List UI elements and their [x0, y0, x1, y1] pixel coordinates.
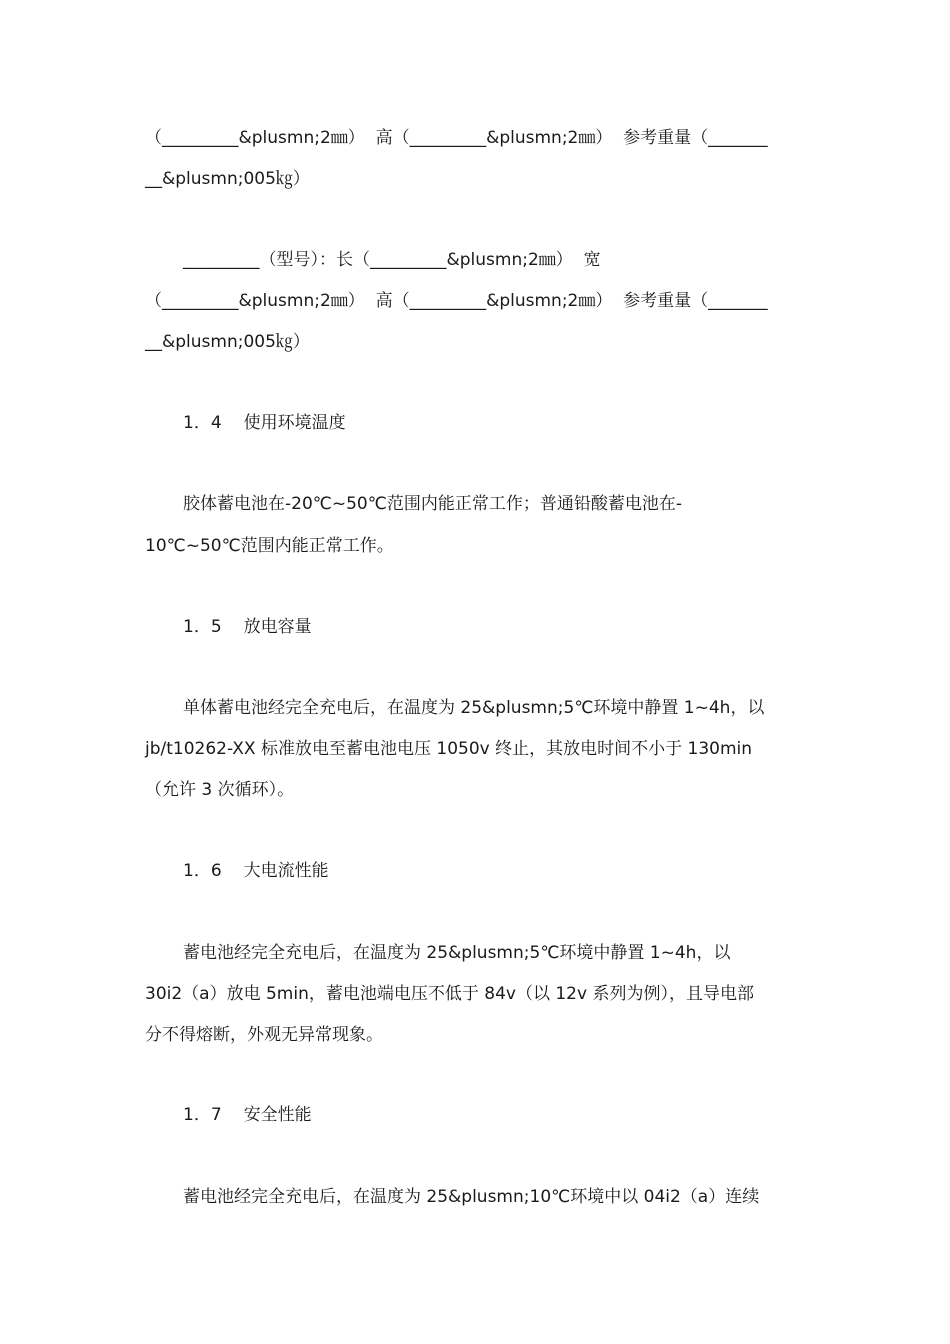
section-title: 放电容量: [243, 617, 312, 637]
paragraph-1-5-line-2: jb/t10262-XX 标准放电至蓄电池电压 1050v 终止，其放电时间不小于 130min: [145, 739, 753, 759]
paragraph-1-4-line-2: 10℃~50℃范围内能正常工作。: [145, 536, 394, 556]
paragraph-1-5-line-3: （允许 3 次循环）。: [145, 780, 295, 800]
paragraph-1-6-line-2: 30i2（a）放电 5min，蓄电池端电压不低于 84v（以 12v 系列为例），且导电部: [145, 984, 754, 1004]
section-number: 1．4: [183, 413, 222, 433]
dimension-a-line-1: （_________&plusmn;2㎜） 高（_________&plusmn;2㎜） 参考重量（_______: [145, 128, 768, 148]
section-heading-1-6: [183, 860, 329, 882]
paragraph-1-7-line-1: 蓄电池经完全充电后，在温度为 25&plusmn;10℃环境中以 04i2（a）连续: [183, 1187, 760, 1207]
dimension-b-line-2: （_________&plusmn;2㎜） 高（_________&plusmn;2㎜） 参考重量（_______: [145, 291, 768, 311]
paragraph-1-4-line-1: 胶体蓄电池在-20℃~50℃范围内能正常工作；普通铅酸蓄电池在-: [183, 494, 682, 514]
paragraph-1-6-line-1: 蓄电池经完全充电后，在温度为 25&plusmn;5℃环境中静置 1~4h，以: [183, 943, 731, 963]
dimension-b-line-1: _________（型号）：长（_________&plusmn;2㎜） 宽: [183, 250, 601, 270]
paragraph-1-5-line-1: 单体蓄电池经完全充电后，在温度为 25&plusmn;5℃环境中静置 1~4h，以: [183, 698, 765, 718]
section-heading-1-7: [183, 1104, 312, 1126]
section-number: 1．5: [183, 617, 222, 637]
section-heading-1-5: [183, 616, 312, 638]
section-number: 1．6: [183, 861, 222, 881]
section-title: 使用环境温度: [243, 413, 346, 433]
section-number: 1．7: [183, 1105, 222, 1125]
paragraph-1-6-line-3: 分不得熔断，外观无异常现象。: [145, 1025, 383, 1045]
dimension-b-line-3: __&plusmn;005㎏）: [145, 332, 310, 352]
dimension-a-line-2: __&plusmn;005㎏）: [145, 169, 310, 189]
section-title: 大电流性能: [243, 861, 329, 881]
section-title: 安全性能: [243, 1105, 312, 1125]
section-heading-1-4: [183, 412, 346, 434]
